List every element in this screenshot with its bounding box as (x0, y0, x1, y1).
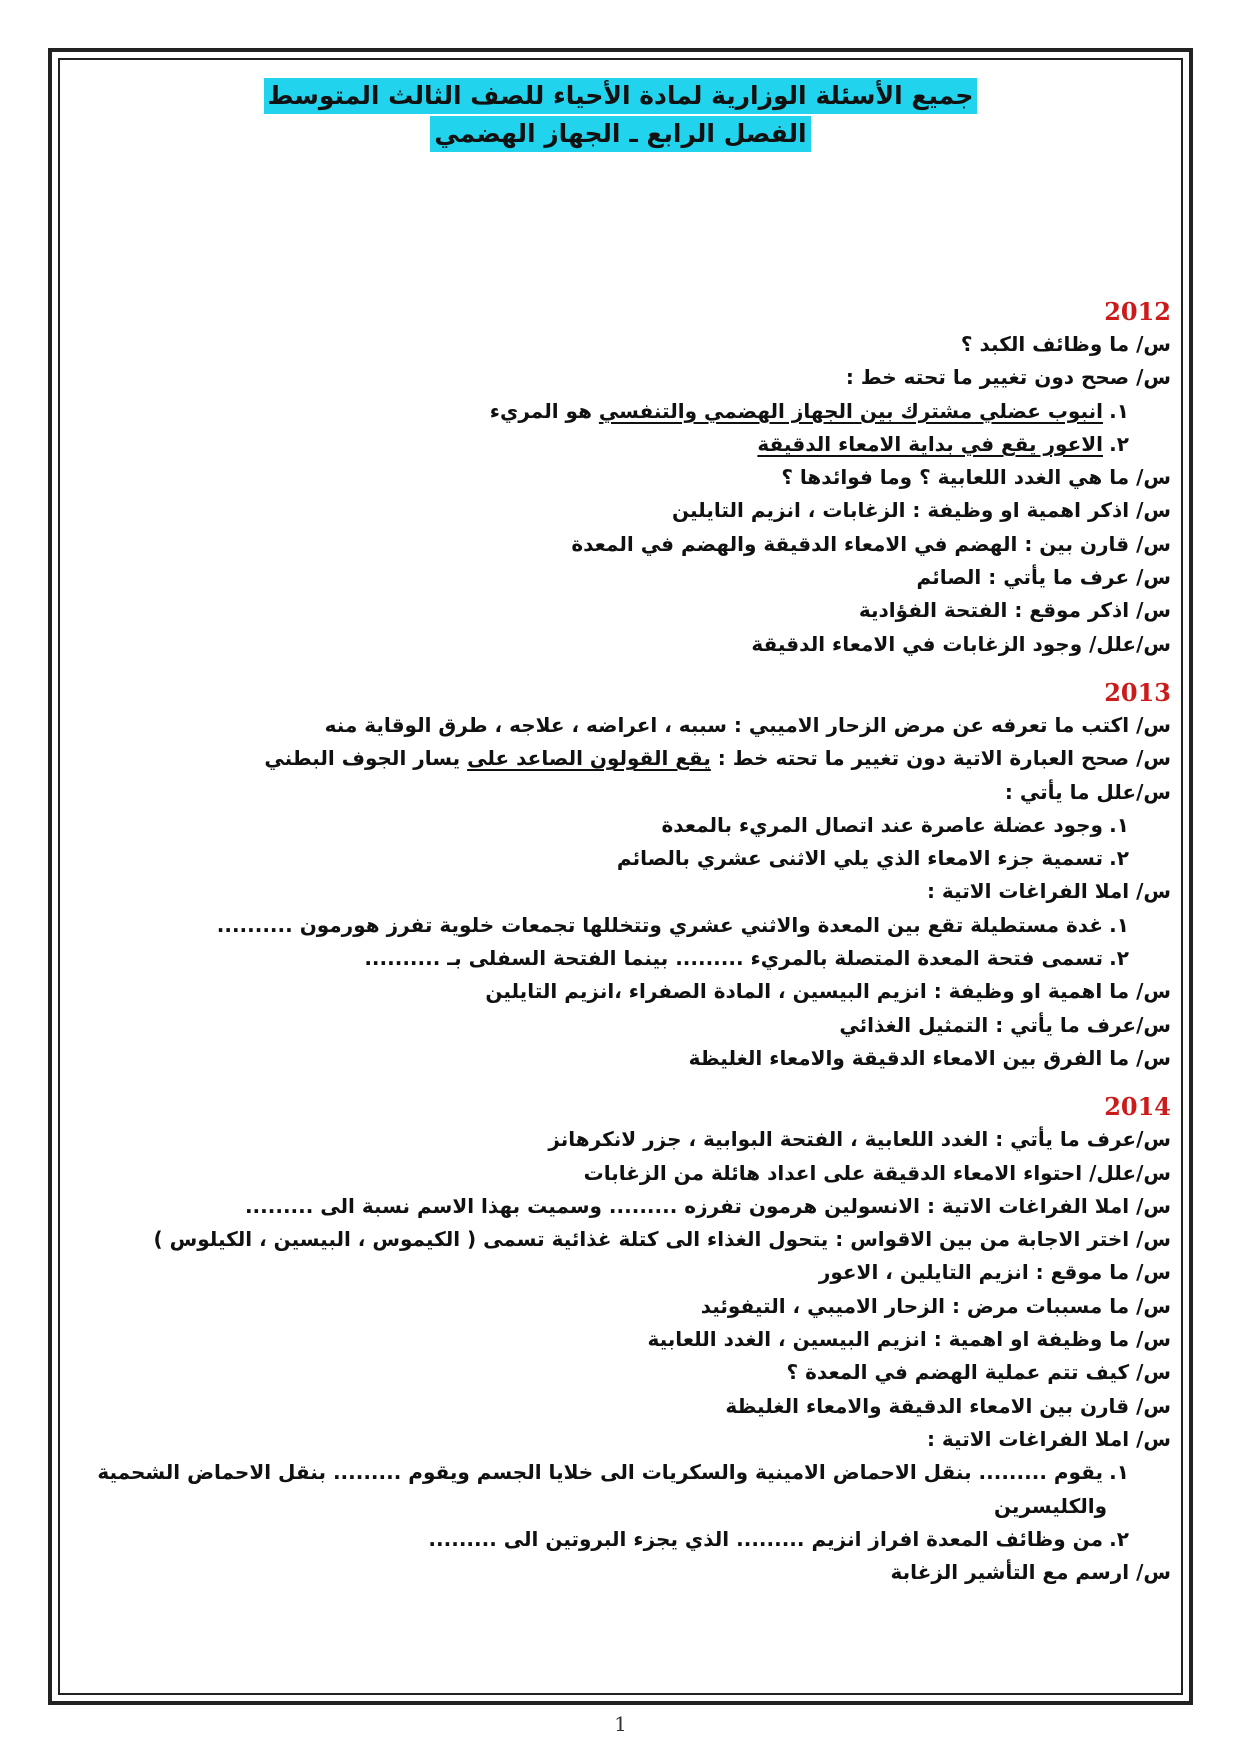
underlined-text: الاعور يقع في بداية الامعاء الدقيقة (757, 431, 1103, 456)
item-number: ٢. (1109, 1526, 1129, 1551)
sub-question (71, 909, 1171, 942)
questions-content (71, 296, 1171, 1589)
section-gap (71, 1075, 1171, 1091)
question: س/ كيف تتم عملية الهضم في المعدة ؟ (786, 1360, 1171, 1385)
sub-question (71, 942, 1171, 975)
question: س/ صحح دون تغيير ما تحته خط : (845, 365, 1171, 390)
question: س/علل/ وجود الزغابات في الامعاء الدقيقة (751, 631, 1171, 656)
question: س/علل ما يأتي : (1004, 779, 1171, 804)
question: س/ ما مسببات مرض : الزحار الاميبي ، التيفوئيد (700, 1293, 1171, 1318)
underlined-text: يقع القولون الصاعد على (467, 746, 711, 771)
question: س/ املا الفراغات الاتية : الانسولين هرمون تفرزه ......... وسميت بهذا الاسم نسبة الى ......... (244, 1193, 1171, 1218)
sub-question (71, 428, 1171, 461)
question: س/عرف ما يأتي : الغدد اللعابية ، الفتحة البوابية ، جزر لانكرهانز (548, 1127, 1171, 1152)
question: س/ املا الفراغات الاتية : (926, 879, 1171, 904)
year-heading: 2012 (1104, 297, 1171, 326)
question: س/ اذكر موقع : الفتحة الفؤادية (858, 598, 1171, 623)
question: س/ ارسم مع التأشير الزغابة (890, 1560, 1171, 1585)
chapter-title: الفصل الرابع ـ الجهاز الهضمي (430, 116, 810, 152)
item-number: ١. (1109, 912, 1129, 937)
year-heading: 2014 (1104, 1092, 1171, 1122)
question-text: يسار الجوف البطني (264, 746, 468, 771)
question-text: هو المريء (489, 398, 599, 423)
item-number: ١. (1109, 398, 1129, 423)
question: س/ اكتب ما تعرفه عن مرض الزحار الاميبي : سببه ، اعراضه ، علاجه ، طرق الوقاية منه (324, 712, 1171, 737)
sub-question (71, 395, 1171, 428)
question-text: تسمية جزء الامعاء الذي يلي الاثنى عشري بالصائم (616, 846, 1103, 871)
sub-question (71, 842, 1171, 875)
question-text: غدة مستطيلة تقع بين المعدة والاثني عشري وتتخللها تجمعات خلوية تفرز هورمون .......... (216, 912, 1103, 937)
item-number: ٢. (1109, 431, 1129, 456)
question-text: وجود عضلة عاصرة عند اتصال المريء بالمعدة (661, 812, 1103, 837)
question: س/ اذكر اهمية او وظيفة : الزغابات ، انزيم التايلين (672, 498, 1171, 523)
question: س/ ما هي الغدد اللعابية ؟ وما فوائدها ؟ (781, 465, 1171, 490)
sub-question (71, 1523, 1171, 1556)
question-text: تسمى فتحة المعدة المتصلة بالمريء ......... بينما الفتحة السفلى بـ .......... (364, 946, 1103, 971)
question: س/ ما وظيفة او اهمية : انزيم البيسين ، الغدد اللعابية (647, 1327, 1171, 1352)
item-number: ٢. (1109, 846, 1129, 871)
document-header (0, 78, 1241, 152)
question: س/ املا الفراغات الاتية : (926, 1426, 1171, 1451)
item-number: ١. (1109, 1460, 1129, 1485)
section-gap (71, 661, 1171, 677)
question: س/ ما الفرق بين الامعاء الدقيقة والامعاء الغليظة (688, 1045, 1171, 1070)
question: س/ عرف ما يأتي : الصائم (916, 565, 1171, 590)
item-number: ١. (1109, 812, 1129, 837)
document-title: جميع الأسئلة الوزارية لمادة الأحياء للصف الثالث المتوسط (264, 78, 978, 114)
question-continuation: والكليسرين (993, 1493, 1107, 1518)
question: س/ اختر الاجابة من بين الاقواس : يتحول الغذاء الى كتلة غذائية تسمى ( الكيموس ، البيسين ، الكيلوس ) (153, 1227, 1171, 1252)
sub-question (71, 809, 1171, 842)
question: س/ قارن بين الامعاء الدقيقة والامعاء الغليظة (725, 1393, 1171, 1418)
question (71, 742, 1171, 775)
question-text: من وظائف المعدة افراز انزيم ......... الذي يجزء البروتين الى ......... (428, 1526, 1103, 1551)
question: س/ قارن بين : الهضم في الامعاء الدقيقة والهضم في المعدة (571, 531, 1171, 556)
underlined-text: انبوب عضلي مشترك بين الجهاز الهضمي والتنفسي (598, 398, 1103, 423)
page-number: 1 (614, 1712, 627, 1736)
sub-question (71, 1456, 1171, 1489)
question: س/ ما موقع : انزيم التايلين ، الاعور (818, 1260, 1171, 1285)
year-heading: 2013 (1104, 677, 1171, 707)
question: س/ ما وظائف الكبد ؟ (960, 332, 1171, 356)
question: س/ ما اهمية او وظيفة : انزيم البيسين ، المادة الصفراء ،انزيم التايلين (485, 979, 1171, 1004)
item-number: ٢. (1109, 946, 1129, 971)
question: س/عرف ما يأتي : التمثيل الغذائي (839, 1012, 1171, 1037)
question: س/علل/ احتواء الامعاء الدقيقة على اعداد هائلة من الزغابات (583, 1160, 1171, 1185)
question-text: س/ صحح العبارة الاتية دون تغيير ما تحته خط : (710, 746, 1171, 771)
question-text: يقوم ......... بنقل الاحماض الامينية والسكريات الى خلايا الجسم ويقوم ......... بنقل الاحماض الشحمية (97, 1460, 1103, 1485)
